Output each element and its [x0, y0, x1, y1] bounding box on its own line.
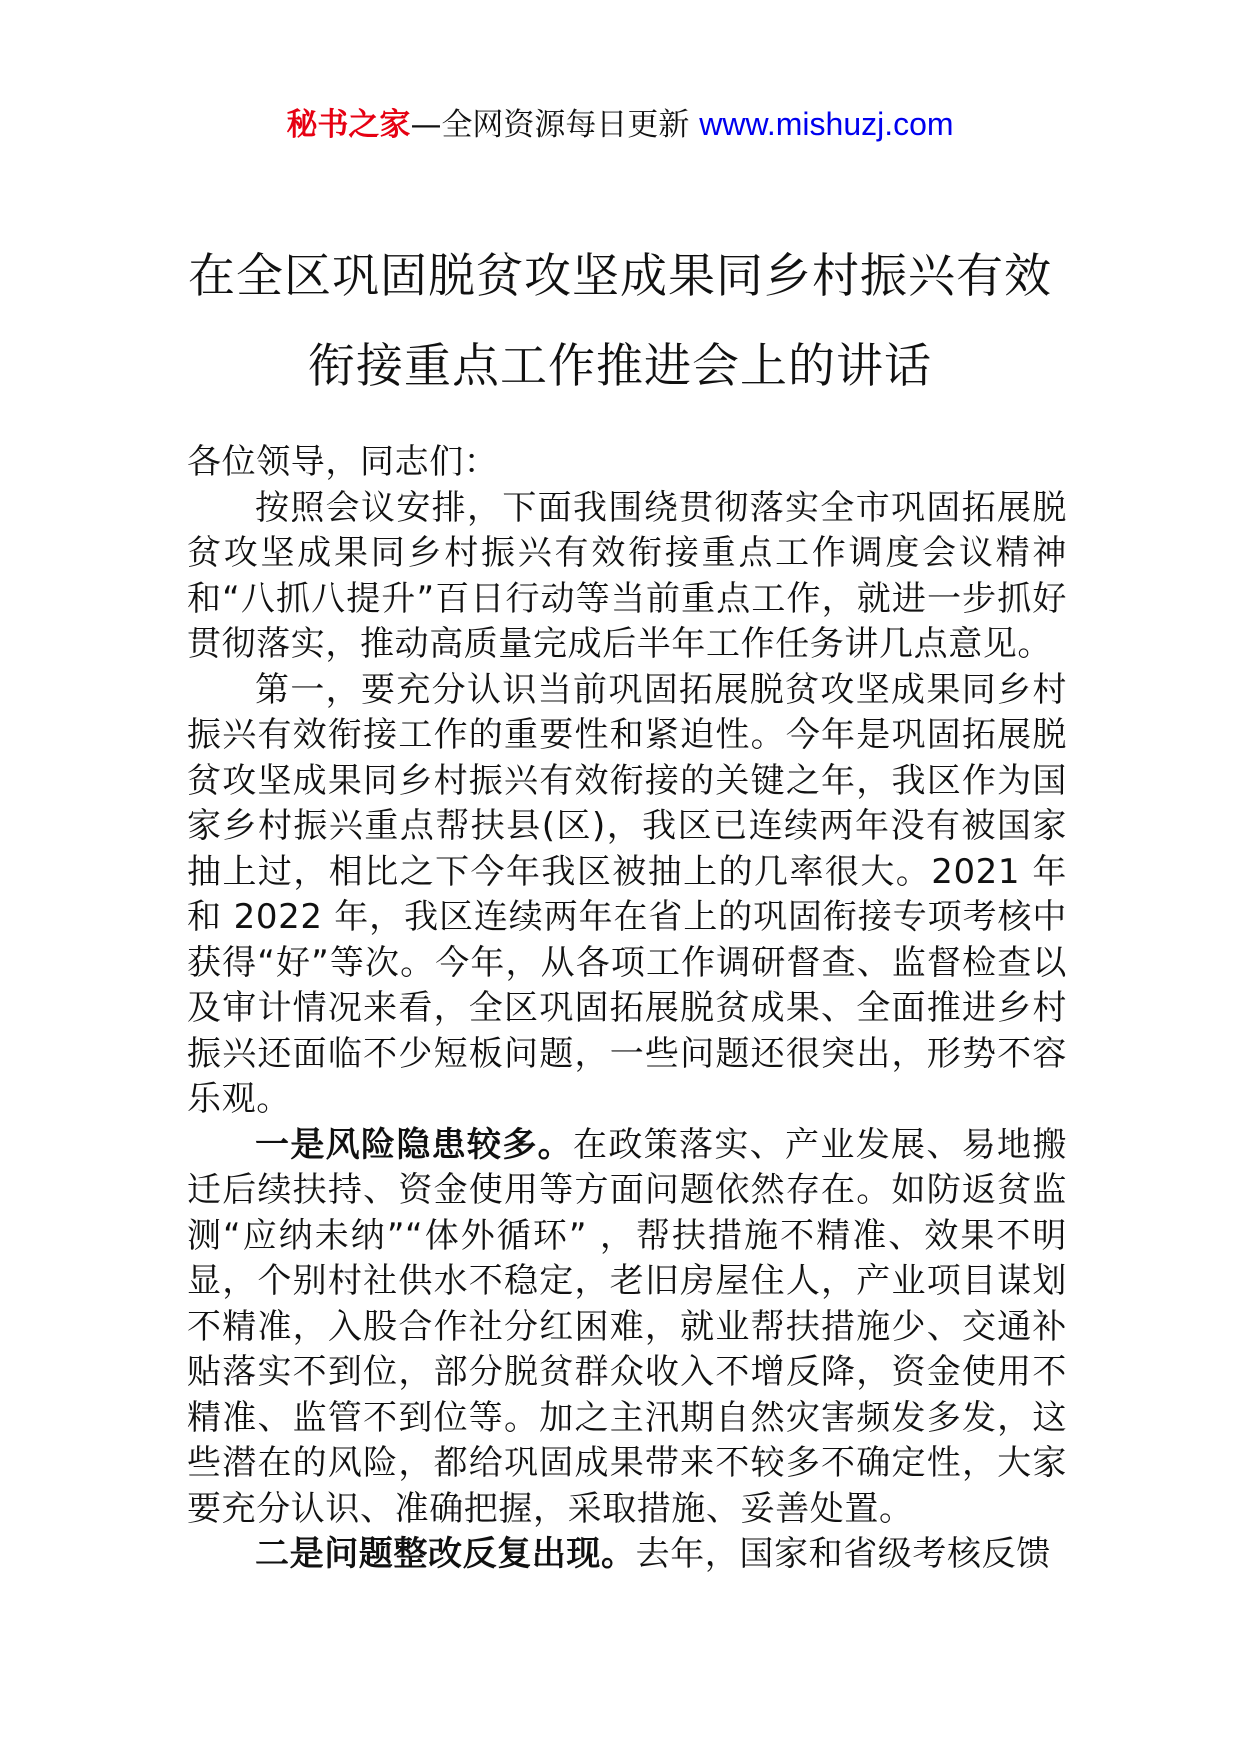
salutation: 各位领导，同志们： [187, 442, 499, 482]
paragraph-rectification-text: 去年，国家和省级考核反馈 [635, 1534, 1051, 1574]
paragraph-risks-text: 在政策落实、产业发展、易地搬迁后续扶持、资金使用等方面问题依然存在。如防返贫监测“应纳未纳”“体外循环” ，帮扶措施不精准、效果不明显，个别村社供水不稳定，老旧房屋住人，产业项目谋划不精准，入股合作社分红困难，就业帮扶措施少、交通补贴落实不到位，部分脱贫群众收入不增反降，资金使用不精准、监管不到位等。加之主汛期自然灾害频发多发，这些潜在的风险，都给巩固成果带来不较多不确定性，大家要充分认识、准确把握，采取措施、妥善处置。 [187, 1124, 1067, 1529]
title-line-1: 在全区巩固脱贫攻坚成果同乡村振兴有效 [188, 249, 1052, 304]
document-body [187, 440, 1067, 1578]
paragraph-rectification [187, 1532, 1067, 1578]
paragraph-risks-lead: 一是风险隐患较多。 [255, 1124, 574, 1165]
title-line-2: 衔接重点工作推进会上的讲话 [308, 339, 932, 394]
site-url-link[interactable]: www.mishuzj.com [699, 106, 954, 142]
document-title [150, 232, 1090, 412]
paragraph-first-point: 第一，要充分认识当前巩固拓展脱贫攻坚成果同乡村振兴有效衔接工作的重要性和紧迫性。今年是巩固拓展脱贫攻坚成果同乡村振兴有效衔接的关键之年，我区作为国家乡村振兴重点帮扶县(区)，我区已连续两年没有被国家抽上过，相比之下今年我区被抽上的几率很大。2021 年和 2022 年，我区连续两年在省上的巩固衔接专项考核中获得“好”等次。今年，从各项工作调研督查、监督检查以及审计情况来看，全区巩固拓展脱贫成果、全面推进乡村振兴还面临不少短板问题，一些问题还很突出，形势不容乐观。 [187, 669, 1067, 1119]
brand-name: 秘书之家 [286, 107, 411, 143]
site-header [0, 104, 1240, 145]
header-tagline: —全网资源每日更新 [410, 107, 700, 143]
paragraph-intro: 按照会议安排，下面我围绕贯彻落实全市巩固拓展脱贫攻坚成果同乡村振兴有效衔接重点工作调度会议精神和“八抓八提升”百日行动等当前重点工作，就进一步抓好贯彻落实，推动高质量完成后半年工作任务讲几点意见。 [187, 487, 1067, 664]
paragraph-risks [187, 1123, 1067, 1533]
paragraph-rectification-lead: 二是问题整改反复出现。 [255, 1534, 636, 1574]
